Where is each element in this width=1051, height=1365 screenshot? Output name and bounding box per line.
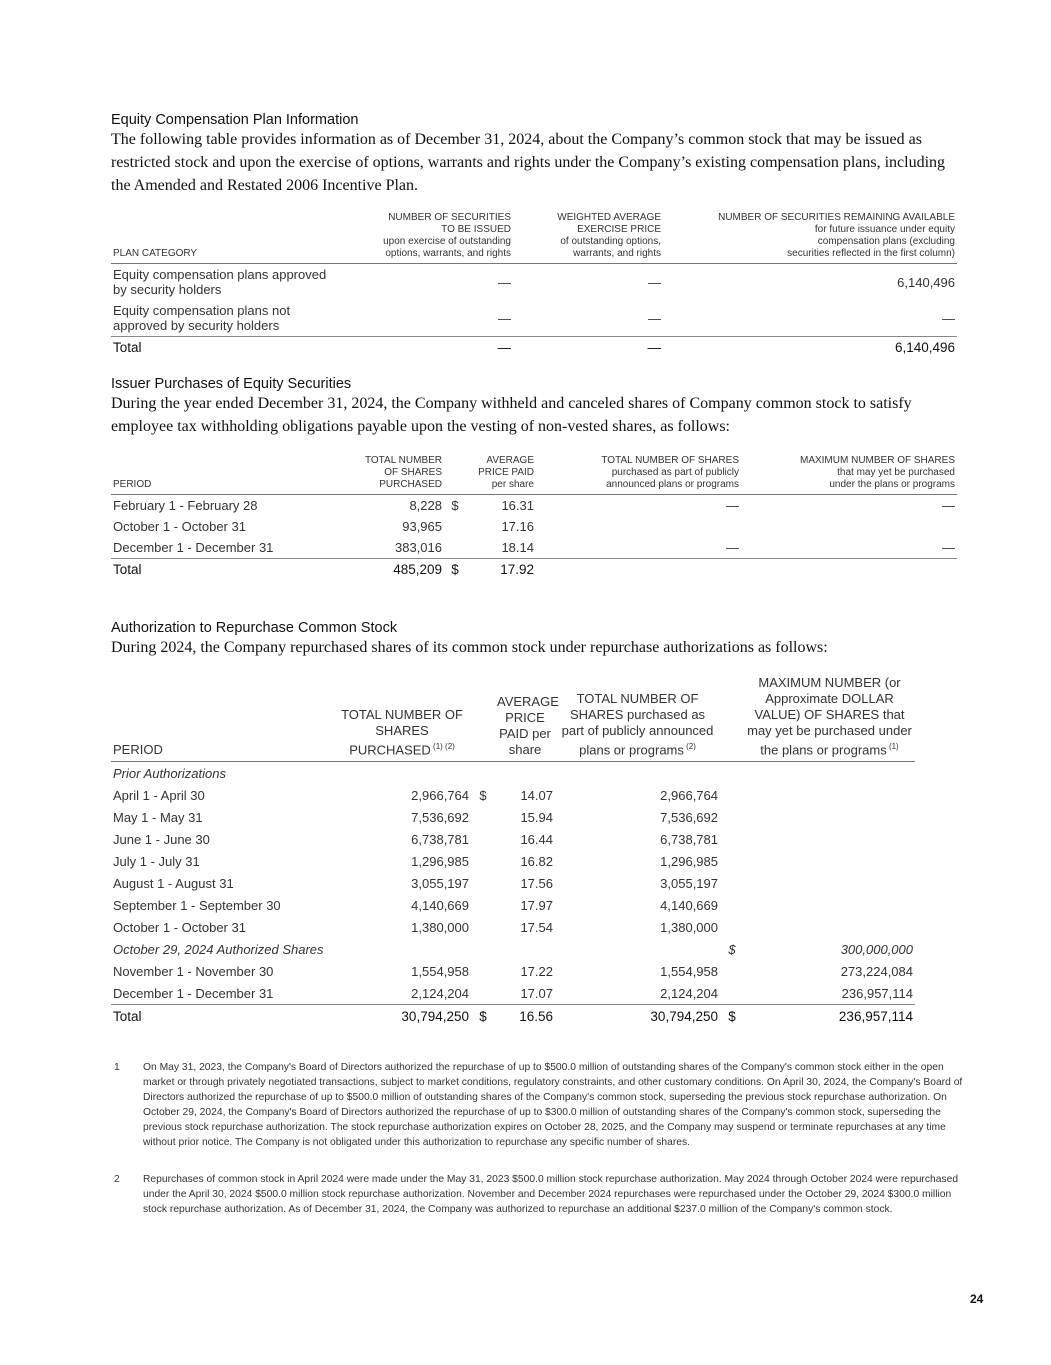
total-row (111, 337, 957, 359)
column-header: AVERAGE PRICE PAID per share (466, 455, 536, 495)
cell-value (720, 828, 744, 850)
footnote-1 (114, 1060, 969, 1150)
cell-value: — (726, 540, 739, 555)
cell-value (536, 559, 741, 581)
cell-value: 273,224,084 (840, 963, 913, 979)
cell-value: 6,140,496 (663, 337, 957, 359)
cell-value (495, 938, 555, 960)
cell-value: 17.56 (520, 875, 553, 891)
cell-value: 6,140,496 (897, 274, 955, 290)
cell-value: 17.92 (466, 559, 536, 581)
cell-value: — (726, 498, 739, 513)
group-header-row (111, 762, 915, 785)
issuer-purchases-table (111, 455, 957, 580)
cell-value: 2,124,204 (660, 985, 718, 1001)
cell-value: 1,554,958 (660, 963, 718, 979)
cell-value: — (648, 274, 661, 290)
column-header: NUMBER OF SECURITIES REMAINING AVAILABLE for future issuance under equity compensation plans (excluding securities reflected in the first column) (663, 212, 957, 264)
cell-value: 17.16 (501, 519, 534, 534)
cell-value (741, 516, 957, 537)
table-row (111, 850, 915, 872)
cell-value (471, 828, 495, 850)
section-heading: Issuer Purchases of Equity Securities (111, 376, 352, 392)
cell-value: — (498, 310, 511, 326)
cell-value: 1,380,000 (660, 919, 718, 935)
cell-value (471, 806, 495, 828)
cell-value: 16.31 (501, 498, 534, 513)
total-row (111, 1005, 915, 1028)
cell-value: — (942, 310, 955, 326)
footnote-number: 2 (114, 1174, 120, 1185)
column-header: PLAN CATEGORY (111, 212, 336, 264)
column-header: WEIGHTED AVERAGE EXERCISE PRICE of outstanding options, warrants, and rights (513, 212, 663, 264)
cell-value: 3,055,197 (660, 875, 718, 891)
footnote-number: 1 (114, 1062, 120, 1073)
cell-value: — (942, 540, 955, 555)
cell-value (720, 916, 744, 938)
footnote-2 (114, 1172, 969, 1217)
currency-symbol: $ (728, 941, 736, 957)
cell-value (495, 762, 555, 785)
column-header: TOTAL NUMBER OF SHARES PURCHASED $^{(1) (2)}$ (333, 675, 471, 762)
cell-value (720, 872, 744, 894)
footnote-ref: (1) (886, 742, 899, 751)
row-label: May 1 - May 31 (113, 809, 203, 825)
cell-value (471, 982, 495, 1005)
cell-value (720, 850, 744, 872)
section-heading: Equity Compensation Plan Information (111, 112, 359, 128)
row-label: February 1 - February 28 (113, 498, 258, 513)
cell-value (744, 828, 915, 850)
cell-value: 4,140,669 (411, 897, 469, 913)
column-header (471, 675, 495, 762)
cell-value (471, 938, 495, 960)
cell-value: 15.94 (520, 809, 553, 825)
cell-value (744, 872, 915, 894)
cell-value (720, 806, 744, 828)
cell-value: 6,738,781 (660, 831, 718, 847)
currency-symbol: $ (451, 498, 459, 513)
cell-value (444, 516, 466, 537)
equity-comp-section (111, 112, 961, 197)
table-row (111, 894, 915, 916)
section-intro: During 2024, the Company repurchased shares of its common stock under repurchase authorizations as follows: (111, 639, 828, 656)
table-row (111, 516, 957, 537)
row-label: Total (111, 559, 336, 581)
cell-value (720, 784, 744, 806)
cell-value (471, 850, 495, 872)
cell-value: 16.82 (520, 853, 553, 869)
column-header: AVERAGE PRICE PAID per share (495, 675, 555, 762)
cell-value (744, 784, 915, 806)
cell-value: 14.07 (520, 787, 553, 803)
cell-value: — (336, 337, 513, 359)
cell-value: 16.56 (495, 1005, 555, 1028)
cell-value (471, 960, 495, 982)
table-row (111, 916, 915, 938)
cell-value: 2,966,764 (411, 787, 469, 803)
row-label: Equity compensation plans approved by security holders (113, 267, 327, 297)
cell-value: 16.44 (520, 831, 553, 847)
cell-value: 1,380,000 (411, 919, 469, 935)
cell-value (744, 762, 915, 785)
cell-value (333, 938, 471, 960)
cell-value: 236,957,114 (841, 985, 913, 1001)
row-label: August 1 - August 31 (113, 875, 234, 891)
cell-value (744, 806, 915, 828)
cell-value (720, 960, 744, 982)
footnote-text: On May 31, 2023, the Company's Board of Directors authorized the repurchase of up to $500.0 million of outstanding shares of the Company's common stock either in the open market or through privately negotiated transactions, subject to market conditions, regulatory constraints, and other customary conditions. On April 30, 2024, the Company's Board of Directors authorized the repurchase of up to $500.0 million of outstanding shares of the Company's common stock, superseding the previous stock repurchase authorization. On October 29, 2024, the Company's Board of Directors authorized the repurchase of up to $300.0 million of outstanding shares of the Company's common stock, superseding the previous stock repurchase authorization. The stock repurchase authorization expires on October 28, 2025, and the Company may suspend or terminate repurchases at any time without prior notice. The Company is not obligated under this authorization to repurchase any specific number of shares. (143, 1062, 963, 1148)
currency-symbol: $ (471, 1005, 495, 1028)
table-row (111, 537, 957, 559)
row-label: July 1 - July 31 (113, 853, 200, 869)
cell-value: 30,794,250 (333, 1005, 471, 1028)
cell-value (471, 872, 495, 894)
column-header: PERIOD (111, 675, 333, 762)
footnote-text: Repurchases of common stock in April 2024 were made under the May 31, 2023 $500.0 million stock repurchase authorization. May 2024 through October 2024 were repurchased under the April 30, 2024 $500.0 million stock repurchase authorization. November and December 2024 repurchases were repurchased under the October 29, 2024 $300.0 million stock repurchase authorization. As of December 31, 2024, the Company was authorized to repurchase an additional $237.0 million of the Company's common stock. (143, 1174, 959, 1215)
cell-value: 300,000,000 (840, 941, 913, 957)
column-header (720, 675, 744, 762)
cell-value: 1,296,985 (660, 853, 718, 869)
table-row (111, 806, 915, 828)
cell-value: 7,536,692 (660, 809, 718, 825)
table-row (111, 982, 915, 1005)
cell-value: 30,794,250 (555, 1005, 720, 1028)
page-number: 24 (970, 1292, 984, 1306)
row-label: June 1 - June 30 (113, 831, 210, 847)
cell-value: 17.22 (520, 963, 553, 979)
cell-value: 1,554,958 (411, 963, 469, 979)
currency-symbol: $ (444, 559, 466, 581)
table-row (111, 784, 915, 806)
section-intro: During the year ended December 31, 2024, the Company withheld and canceled shares of Company common stock to satisfy employee tax withholding obligations payable upon the vesting of non-vested shares, as follows: (111, 395, 912, 435)
row-label: October 29, 2024 Authorized Shares (113, 941, 324, 957)
cell-value (744, 850, 915, 872)
row-label: Total (111, 337, 336, 359)
cell-value (471, 894, 495, 916)
cell-value: 18.14 (501, 540, 534, 555)
row-label: December 1 - December 31 (113, 540, 274, 555)
cell-value (720, 762, 744, 785)
cell-value (720, 894, 744, 916)
cell-value (471, 762, 495, 785)
table-header-row (111, 455, 957, 495)
cell-value: 93,965 (402, 519, 442, 534)
equity-comp-table (111, 212, 957, 358)
cell-value: 485,209 (336, 559, 444, 581)
issuer-purchases-section (111, 376, 961, 438)
table-row (111, 872, 915, 894)
currency-symbol: $ (720, 1005, 744, 1028)
cell-value: 7,536,692 (411, 809, 469, 825)
row-label: September 1 - September 30 (113, 897, 281, 913)
row-label: October 1 - October 31 (113, 519, 246, 534)
cell-value: 1,296,985 (411, 853, 469, 869)
cell-value (333, 762, 471, 785)
column-header: TOTAL NUMBER OF SHARES PURCHASED (336, 455, 444, 495)
total-row (111, 559, 957, 581)
cell-value (471, 916, 495, 938)
currency-symbol: $ (479, 787, 487, 803)
column-header: PERIOD (111, 455, 336, 495)
column-header: TOTAL NUMBER OF SHARES purchased as part of publicly announced plans or programs $^{(2)}$ (555, 675, 720, 762)
cell-value: 2,966,764 (660, 787, 718, 803)
table-header-row (111, 212, 957, 264)
column-header: MAXIMUM NUMBER (or Approximate DOLLAR VALUE) OF SHARES that may yet be purchased under the plans or programs $^{(1)}$ (744, 675, 915, 762)
cell-value (444, 537, 466, 559)
column-header: NUMBER OF SECURITIES TO BE ISSUED upon exercise of outstanding options, warrants, and rights (336, 212, 513, 264)
cell-value: 8,228 (409, 498, 442, 513)
cell-value: — (648, 310, 661, 326)
repurchase-section (111, 620, 961, 659)
cell-value: 6,738,781 (411, 831, 469, 847)
cell-value: 17.07 (520, 985, 553, 1001)
cell-value (744, 916, 915, 938)
cell-value (720, 982, 744, 1005)
cell-value (555, 938, 720, 960)
table-row (111, 264, 957, 301)
row-label: Prior Authorizations (113, 765, 226, 781)
cell-value (536, 516, 741, 537)
row-label: October 1 - October 31 (113, 919, 246, 935)
cell-value (744, 894, 915, 916)
row-label: Equity compensation plans not approved by security holders (113, 303, 291, 333)
cell-value: 17.97 (520, 897, 553, 913)
row-label: December 1 - December 31 (113, 985, 274, 1001)
cell-value: 17.54 (520, 919, 553, 935)
column-header: TOTAL NUMBER OF SHARES purchased as part of publicly announced plans or programs (536, 455, 741, 495)
table-row (111, 495, 957, 517)
column-header: MAXIMUM NUMBER OF SHARES that may yet be purchased under the plans or programs (741, 455, 957, 495)
footnote-ref: (2) (683, 742, 696, 751)
cell-value: 383,016 (395, 540, 442, 555)
row-label: April 1 - April 30 (113, 787, 205, 803)
column-header (444, 455, 466, 495)
group-header-row (111, 938, 915, 960)
cell-value: 4,140,669 (660, 897, 718, 913)
cell-value (741, 559, 957, 581)
table-row (111, 828, 915, 850)
table-row (111, 960, 915, 982)
row-label: November 1 - November 30 (113, 963, 274, 979)
footnote-ref: (1) (2) (430, 742, 455, 751)
cell-value (555, 762, 720, 785)
row-label: Total (111, 1005, 333, 1028)
cell-value: 2,124,204 (411, 985, 469, 1001)
cell-value: — (942, 498, 955, 513)
section-heading: Authorization to Repurchase Common Stock (111, 620, 398, 636)
cell-value: 3,055,197 (411, 875, 469, 891)
cell-value: — (513, 337, 663, 359)
section-intro: The following table provides information as of December 31, 2024, about the Company’s common stock that may be issued as restricted stock and upon the exercise of options, warrants and rights under the Company’s existing compensation plans, including the Amended and Restated 2006 Incentive Plan. (111, 131, 946, 194)
table-header-row (111, 675, 915, 762)
table-row (111, 300, 957, 337)
cell-value: — (498, 274, 511, 290)
cell-value: 236,957,114 (744, 1005, 915, 1028)
repurchase-table (111, 675, 915, 1027)
